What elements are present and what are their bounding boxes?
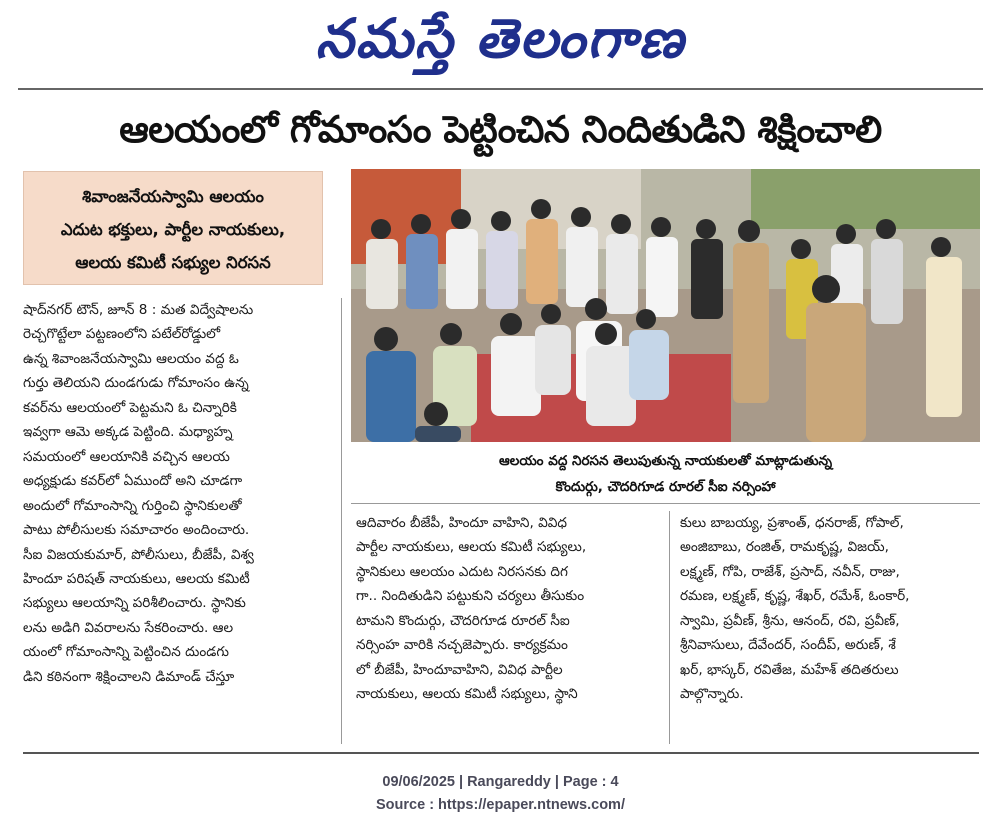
article-subhead <box>23 171 323 285</box>
body-line: సభ్యులు ఆలయాన్ని పరిశీలించారు. స్థానికు <box>23 595 246 612</box>
source-link[interactable]: Source : https://epaper.ntnews.com/ <box>376 797 625 813</box>
body-line: అందులో గోమాంసాన్ని గుర్తించి స్థానికులతో <box>23 497 242 514</box>
body-line: స్థానికులు ఆలయం ఎదుట నిరసనకు దిగ <box>356 563 568 580</box>
protest-photo-image <box>351 169 980 442</box>
body-line: గా.. నిందితుడిని పట్టుకుని చర్యలు తీసుకుం <box>356 588 585 605</box>
body-line: లను అడిగి వివరాలను సేకరించారు. ఆల <box>23 619 234 636</box>
masthead-divider <box>18 88 983 90</box>
photo-caption <box>351 448 980 500</box>
body-line: స్వామి, ప్రవీణ్, శ్రీను, ఆనంద్, రవి, ప్రవీణ్, <box>680 612 900 629</box>
article-headline: ఆలయంలో గోమాంసం పెట్టించిన నిందితుడిని శిక్షించాలి <box>119 108 882 151</box>
masthead <box>0 0 1001 82</box>
body-line: గుర్తు తెలియని దుండగుడు గోమాంసం ఉన్న <box>23 375 249 392</box>
footer-divider <box>23 752 979 754</box>
body-line: పాల్గొన్నారు. <box>680 686 744 703</box>
article-column-1 <box>23 298 328 689</box>
body-line: కవర్‌ను ఆలయంలో పెట్టమని ఓ చిన్నారికి <box>23 399 237 416</box>
body-line: పాటు పోలీసులకు సమాచారం అందించారు. <box>23 522 250 539</box>
body-line: షాద్‌నగర్ టౌన్, జూన్ 8 : మత విద్వేషాలను <box>23 302 254 318</box>
news-photo <box>351 169 980 442</box>
column-divider <box>669 511 670 744</box>
subhead-line: శివాంజనేయస్వామి ఆలయం <box>82 187 264 206</box>
newspaper-logo: నమస్తే తెలంగాణ <box>315 7 686 70</box>
article-column-3 <box>680 511 980 707</box>
caption-line: కొందుర్గు, చౌదరిగూడ రూరల్ సీఐ నర్సింహా <box>555 479 776 495</box>
body-line: నాయకులు, ఆలయ కమిటీ సభ్యులు, స్థాని <box>356 686 578 703</box>
body-line: యంలో గోమాంసాన్ని పెట్టించిన దుండగు <box>23 644 229 661</box>
edition-info: 09/06/2025 | Rangareddy | Page : 4 <box>382 774 619 790</box>
body-line: అంజిబాబు, రంజిత్, రామకృష్ణ, విజయ్, <box>680 539 889 556</box>
body-line: రమణ, లక్ష్మణ్, కృష్ణ, శేఖర్, రమేశ్, ఓంకార్, <box>680 588 910 605</box>
body-line: శ్రీనివాసులు, దేవేందర్, సందీప్, అరుణ్, శే <box>680 637 896 654</box>
body-line: ఆదివారం బీజేపీ, హిందూ వాహిని, వివిధ <box>356 515 568 531</box>
body-line: కులు బాబయ్య, ప్రశాంత్, ధనరాజ్, గోపాల్, <box>680 515 904 531</box>
body-line: డిని కఠినంగా శిక్షించాలని డిమాండ్ చేస్తూ <box>23 668 235 685</box>
body-line: రెచ్చగొట్టేలా పట్టణంలోని పటేల్‌రోడ్డులో <box>23 326 221 343</box>
body-line: టామని కొందుర్గు, చౌదరిగూడ రూరల్ సీఐ <box>356 612 570 629</box>
body-line: హిందూ పరిషత్ నాయకులు, ఆలయ కమిటీ <box>23 570 250 587</box>
body-line: ఉన్న శివాంజనేయస్వామి ఆలయం వద్ద ఓ <box>23 350 239 367</box>
body-line: సీఐ విజయకుమార్, పోలీసులు, బీజేపీ, విశ్వ <box>23 546 254 563</box>
body-line: ఇవ్వగా ఆమె అక్కడ పెట్టింది. మధ్యాహ్న <box>23 424 233 441</box>
column-divider <box>341 298 342 744</box>
body-line: సమయంలో ఆలయానికి వచ్చిన ఆలయ <box>23 448 230 465</box>
body-line: లక్ష్మణ్, గోపి, రాజేశ్, ప్రసాద్, నవీన్, రాజు, <box>680 563 900 580</box>
body-line: అధ్యక్షుడు కవర్‌లో ఏముందో అని చూడగా <box>23 473 243 490</box>
body-line: నర్సింహ వారికి నచ్చజెప్పారు. కార్యక్రమం <box>356 637 568 654</box>
subhead-line: ఆలయ కమిటీ సభ్యుల నిరసన <box>75 253 271 272</box>
caption-line: ఆలయం వద్ద నిరసన తెలుపుతున్న నాయకులతో మాట్లాడుతున్న <box>498 453 833 469</box>
body-line: లో బీజేపీ, హిందూవాహిని, వివిధ పార్టీల <box>356 661 563 678</box>
caption-divider <box>351 503 980 504</box>
body-line: పార్టీల నాయకులు, ఆలయ కమిటీ సభ్యులు, <box>356 539 587 556</box>
body-line: ఖర్, భాస్కర్, రవితేజ, మహేశ్ తదితరులు <box>680 661 899 678</box>
subhead-line: ఎదుట భక్తులు, పార్టీల నాయకులు, <box>60 220 286 239</box>
article-column-2 <box>356 511 660 707</box>
